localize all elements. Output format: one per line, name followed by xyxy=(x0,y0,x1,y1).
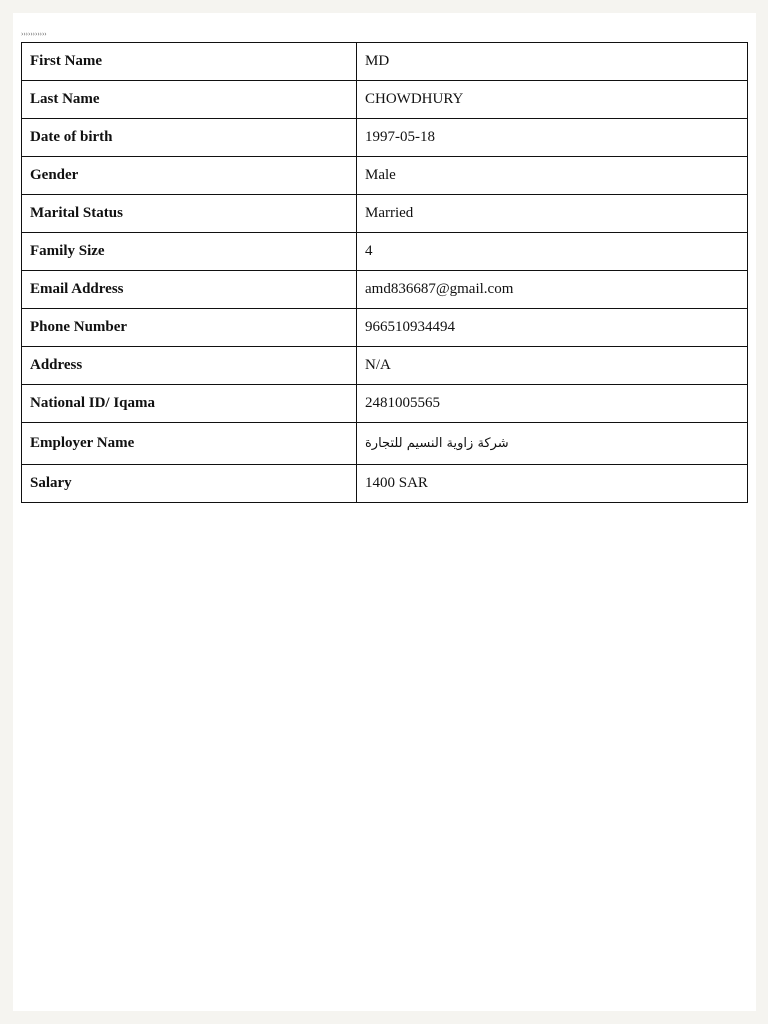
last-name-label: Last Name xyxy=(22,81,357,119)
family-size-value: 4 xyxy=(357,233,748,271)
document-page xyxy=(13,13,756,1011)
salary-label: Salary xyxy=(22,465,357,503)
address-label: Address xyxy=(22,347,357,385)
employer-name-label: Employer Name xyxy=(22,423,357,465)
date-of-birth-value: 1997-05-18 xyxy=(357,119,748,157)
marital-status-label: Marital Status xyxy=(22,195,357,233)
first-name-value: MD xyxy=(357,43,748,81)
date-of-birth-label: Date of birth xyxy=(22,119,357,157)
table-row-employer-name xyxy=(22,423,748,465)
table-row-family-size xyxy=(22,233,748,271)
table-row-last-name xyxy=(22,81,748,119)
employer-name-text: شركة زاوية النسيم للتجارة xyxy=(365,436,509,451)
table-row-address xyxy=(22,347,748,385)
email-address-value: amd836687@gmail.com xyxy=(357,271,748,309)
table-row-gender xyxy=(22,157,748,195)
first-name-label: First Name xyxy=(22,43,357,81)
table-row-email-address xyxy=(22,271,748,309)
address-value: N/A xyxy=(357,347,748,385)
table-row-national-id xyxy=(22,385,748,423)
table-row-date-of-birth xyxy=(22,119,748,157)
table-row-first-name xyxy=(22,43,748,81)
marital-status-value: Married xyxy=(357,195,748,233)
table-row-phone-number xyxy=(22,309,748,347)
personal-info-table xyxy=(21,42,748,503)
phone-number-value: 966510934494 xyxy=(357,309,748,347)
gender-label: Gender xyxy=(22,157,357,195)
phone-number-label: Phone Number xyxy=(22,309,357,347)
table-row-marital-status xyxy=(22,195,748,233)
family-size-label: Family Size xyxy=(22,233,357,271)
table-row-salary xyxy=(22,465,748,503)
salary-value: 1400 SAR xyxy=(357,465,748,503)
gender-value: Male xyxy=(357,157,748,195)
email-address-label: Email Address xyxy=(22,271,357,309)
last-name-value: CHOWDHURY xyxy=(357,81,748,119)
national-id-value: 2481005565 xyxy=(357,385,748,423)
national-id-label: National ID/ Iqama xyxy=(22,385,357,423)
header-marks: ››››››››››› xyxy=(21,30,47,38)
employer-name-value xyxy=(357,423,748,465)
